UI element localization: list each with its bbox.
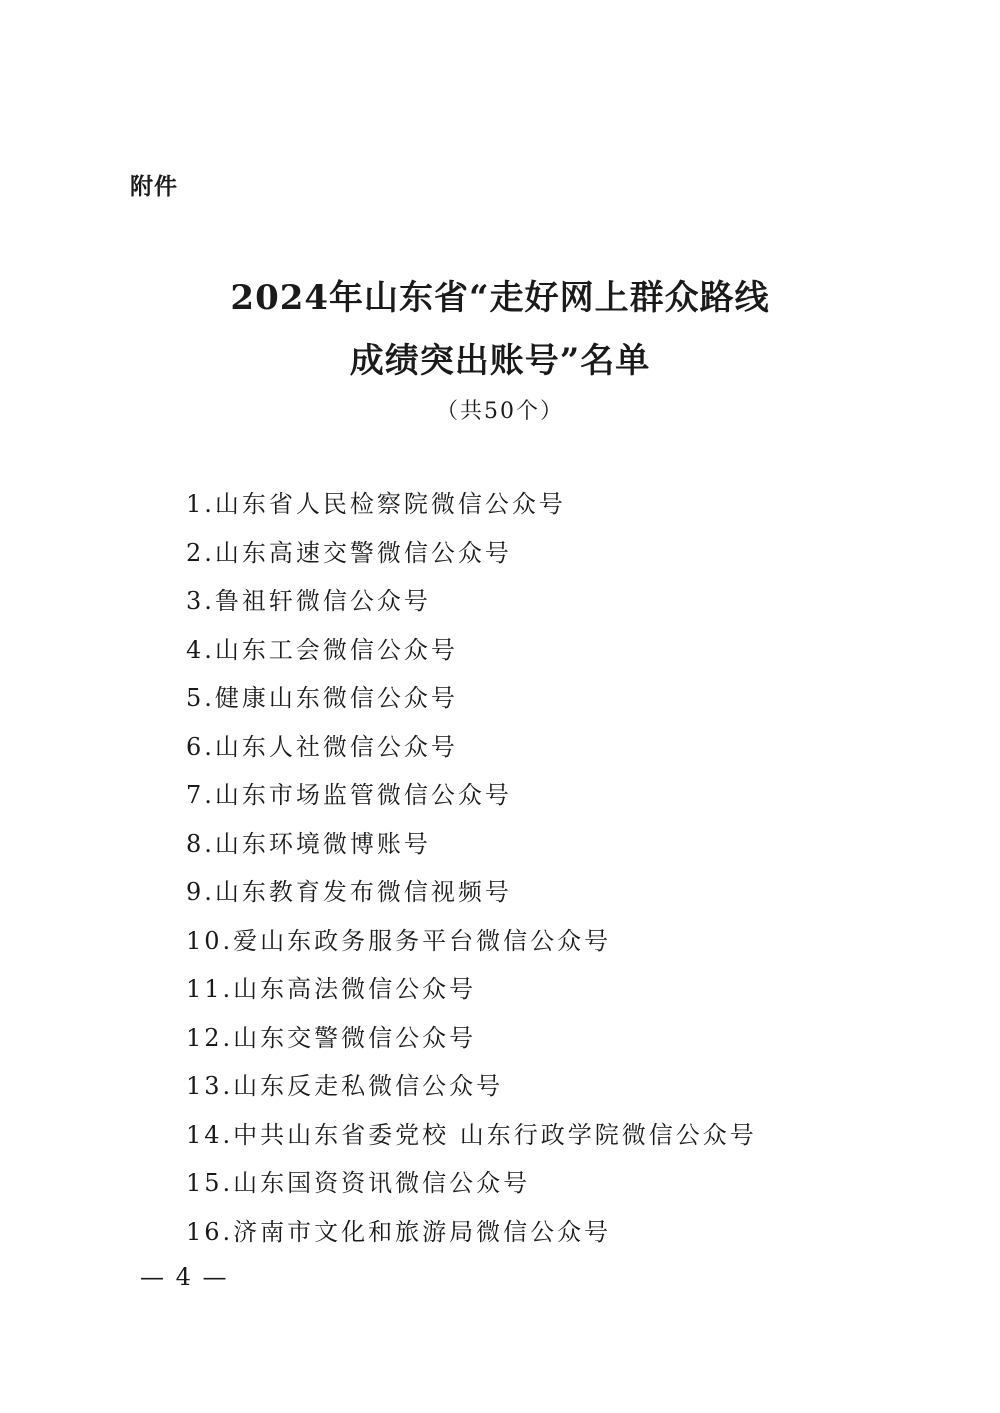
list-item: 6.山东人社微信公众号 bbox=[186, 732, 458, 761]
attachment-label: 附件 bbox=[130, 174, 178, 200]
list-item: 3.鲁祖轩微信公众号 bbox=[186, 587, 431, 615]
list-item: 9.山东教育发布微信视频号 bbox=[186, 878, 512, 906]
list-item: 8.山东环境微博账号 bbox=[186, 829, 431, 858]
list-item: 13.山东反走私微信公众号 bbox=[186, 1072, 504, 1100]
document-subtitle: （共50个） bbox=[436, 399, 564, 424]
account-list bbox=[186, 484, 757, 1260]
document-title-line-2: 成绩突出账号”名单 bbox=[349, 341, 651, 381]
list-item: 15.山东国资资讯微信公众号 bbox=[186, 1169, 531, 1197]
list-item: 11.山东高法微信公众号 bbox=[186, 975, 477, 1003]
list-item: 2.山东高速交警微信公众号 bbox=[186, 538, 512, 567]
list-item: 7.山东市场监管微信公众号 bbox=[186, 781, 512, 809]
document-title-line-1: 2024年山东省“走好网上群众路线 bbox=[230, 278, 770, 318]
page-number: — 4 — bbox=[140, 1263, 229, 1291]
list-item: 10.爱山东政务服务平台微信公众号 bbox=[186, 926, 612, 955]
list-item: 5.健康山东微信公众号 bbox=[186, 684, 458, 712]
list-item: 1.山东省人民检察院微信公众号 bbox=[186, 490, 566, 518]
list-item: 4.山东工会微信公众号 bbox=[186, 635, 458, 664]
list-item: 16.济南市文化和旅游局微信公众号 bbox=[186, 1217, 612, 1246]
list-item: 12.山东交警微信公众号 bbox=[186, 1023, 477, 1052]
list-item: 14.中共山东省委党校 山东行政学院微信公众号 bbox=[186, 1120, 757, 1149]
